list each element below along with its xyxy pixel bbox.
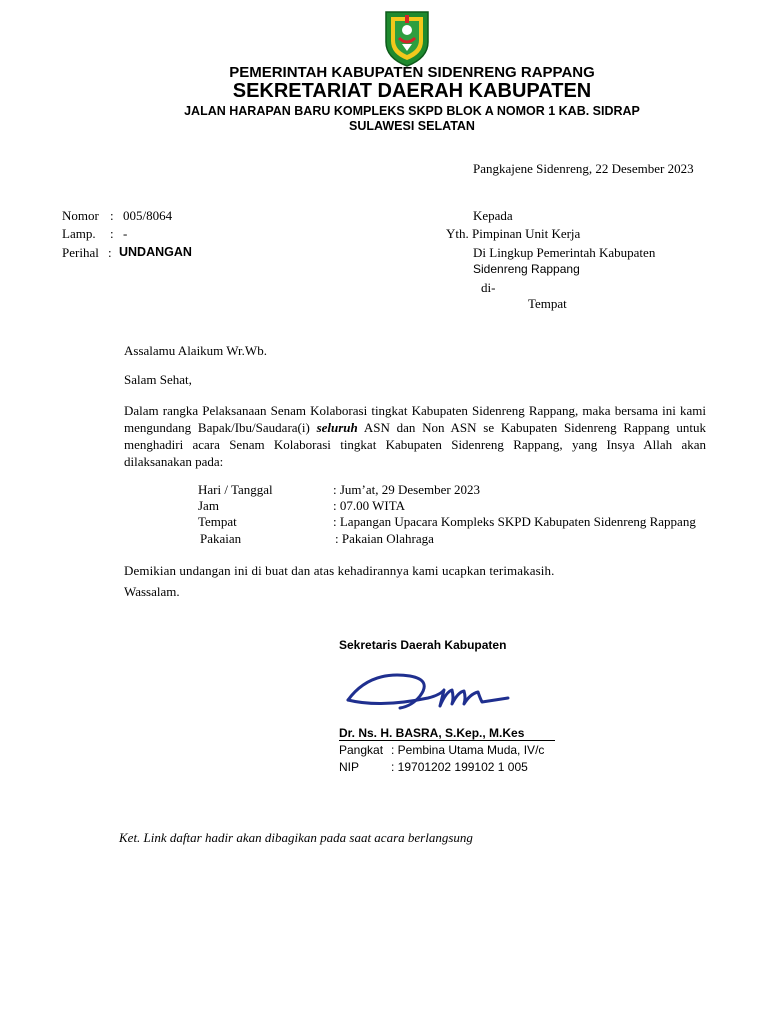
letterhead-address: JALAN HARAPAN BARU KOMPLEKS SKPD BLOK A NOMOR 1 KAB. SIDRAP	[184, 104, 640, 118]
body-paragraph-part1: Dalam rangka Pelaksanaan Senam Kolaborasi tingkat Kabupaten Sidenreng Rappang, maka bersama ini kami mengundang Bapak/Ibu/Saudara(i)	[124, 403, 706, 435]
detail-value-date: : Jum’at, 29 Desember 2023	[333, 482, 480, 497]
body-paragraph	[124, 402, 706, 470]
pangkat-label: Pangkat	[339, 743, 384, 757]
regency-crest-logo	[382, 8, 432, 68]
letterhead-secretariat: SEKRETARIAT DAERAH KABUPATEN	[232, 80, 592, 102]
lamp-label: Lamp.	[62, 226, 96, 241]
letterhead-province: SULAWESI SELATAN	[349, 119, 475, 133]
perihal-value: UNDANGAN	[119, 245, 192, 259]
handwritten-signature	[340, 662, 520, 722]
salam: Salam Sehat,	[124, 372, 192, 387]
signatory-title: Sekretaris Daerah Kabupaten	[339, 638, 507, 652]
greeting: Assalamu Alaikum Wr.Wb.	[124, 343, 267, 358]
detail-label-place: Tempat	[198, 514, 237, 529]
recipient-regency: Sidenreng Rappang	[473, 262, 580, 276]
detail-label-time: Jam	[198, 498, 219, 513]
detail-label-date: Hari / Tanggal	[198, 482, 273, 497]
closing-sentence: Demikian undangan ini di buat dan atas kehadirannya kami ucapkan terimakasih.	[124, 563, 555, 578]
nomor-colon: :	[110, 208, 114, 223]
lamp-colon: :	[110, 226, 114, 241]
detail-label-attire: Pakaian	[200, 531, 242, 546]
nip-label: NIP	[339, 760, 360, 774]
body-paragraph-part2: ASN dan Non ASN se Kabupaten Sidenreng Rappang untuk menghadiri acara Senam Kolaborasi tingkat Kabupaten Sidenreng Rappang, yang Insya Allah akan dilaksanakan pada:	[124, 420, 706, 469]
wassalam: Wassalam.	[124, 584, 180, 599]
body-paragraph-emphasis: seluruh	[316, 420, 358, 435]
lamp-value: -	[123, 226, 128, 241]
signatory-name-underline	[339, 740, 555, 741]
place-date: Pangkajene Sidenreng, 22 Desember 2023	[473, 161, 694, 176]
recipient-kepada: Kepada	[473, 208, 513, 223]
footnote: Ket. Link daftar hadir akan dibagikan pada saat acara berlangsung	[119, 830, 473, 845]
detail-value-attire: : Pakaian Olahraga	[335, 531, 434, 546]
perihal-colon: :	[108, 245, 112, 260]
recipient-tempat: Tempat	[528, 296, 567, 311]
detail-value-place: : Lapangan Upacara Kompleks SKPD Kabupaten Sidenreng Rappang	[333, 514, 696, 529]
perihal-label: Perihal	[62, 245, 99, 260]
nip-value: : 19701202 199102 1 005	[391, 760, 528, 774]
signatory-name: Dr. Ns. H. BASRA, S.Kep., M.Kes	[339, 726, 525, 740]
detail-value-time: : 07.00 WITA	[333, 498, 406, 513]
recipient-scope: Di Lingkup Pemerintah Kabupaten	[473, 245, 656, 260]
nomor-label: Nomor	[62, 208, 99, 223]
letterhead-government: PEMERINTAH KABUPATEN SIDENRENG RAPPANG	[229, 64, 595, 81]
pangkat-value: : Pembina Utama Muda, IV/c	[391, 743, 545, 757]
recipient-yth: Yth. Pimpinan Unit Kerja	[446, 226, 581, 241]
recipient-di: di-	[481, 280, 496, 295]
nomor-value: 005/8064	[123, 208, 173, 223]
